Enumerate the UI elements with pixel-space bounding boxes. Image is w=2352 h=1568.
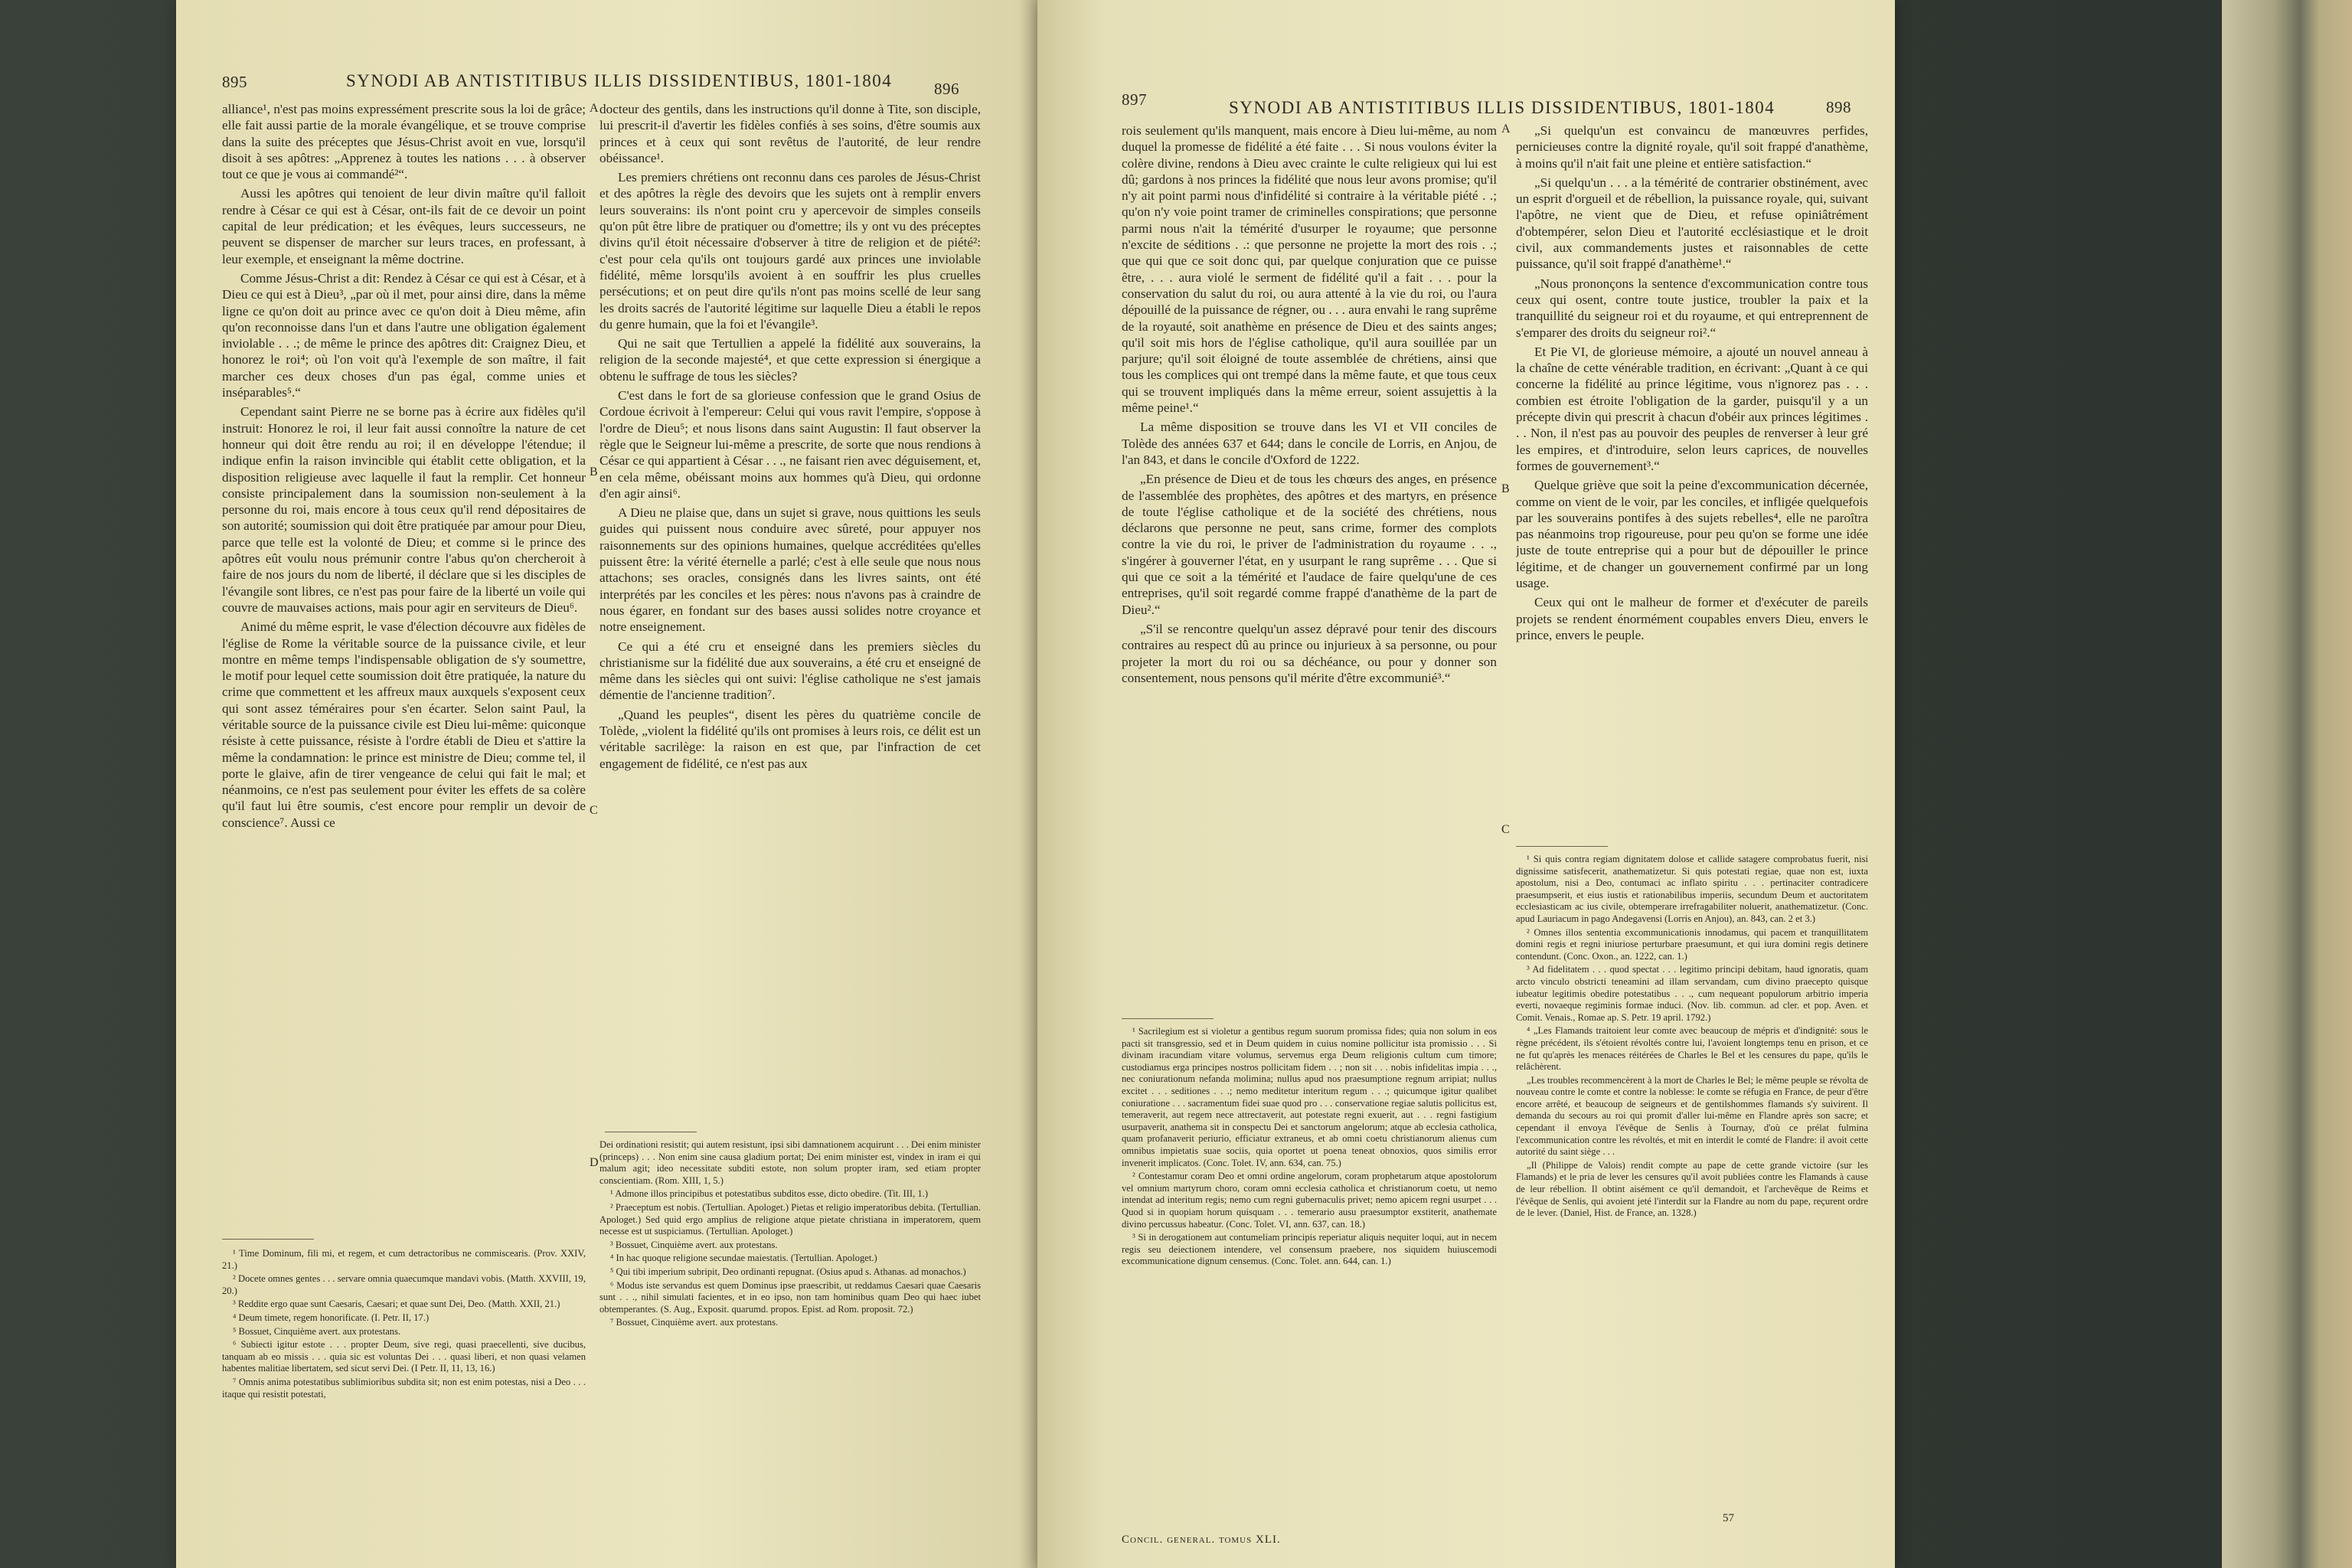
paragraph: C'est dans le fort de sa glorieuse confession que le grand Osius de Cordoue écrivoit à l'empereur: Celui qui vous ravit l'empire, s'oppose à l'ordre de Dieu⁵; et nous lisons dans saint Augustin: Il faut observer la règle que le Seigneur lui-même a prescrite, de sorte que nous rendions à César ce qui appartient à César . . ., ne faisant rien avec déguisement, et, en cela même, obéissant moins aux hommes qu'à Dieu, qui ordonne d'en agir ainsi⁶. — [599, 388, 981, 501]
footnote: ¹ Admone illos principibus et potestatibus subditos esse, dicto obedire. (Tit. III, 1.) — [610, 1188, 929, 1200]
column-number-896: 896 — [934, 80, 959, 98]
margin-letter-d: D — [590, 1156, 599, 1169]
column-number-897: 897 — [1122, 90, 1147, 109]
footnote: „Les troubles recommencèrent à la mort de Charles le Bel; le même peuple se révolta de nouveau contre le comte et contre la noblesse: le comte se réfugia en France, de peur d'être encore arrêté, et beaucoup de seigneurs et de gentilshommes flamands s'y suivirent. Il demanda du secours au roi qui promit d'aller lui-même en Flandre après son sacre; et cependant il envoya l'évêque de Senlis à Tournay, d'où ce prélat fulmina l'excommunication contre les révoltés, et mit en interdit le comté de Flandre: il avoit cette autorité du saint siège . . . — [1516, 1074, 1868, 1158]
right-page — [1037, 0, 1895, 1568]
paragraph: La même disposition se trouve dans les VI et VII conciles de Tolède des années 637 et 644; dans le concile de Lorris, en Anjou, de l'an 843, et dans le concile d'Oxford de 1222. — [1122, 420, 1497, 467]
footnote: ² Docete omnes gentes . . . servare omnia quaecumque mandavi vobis. (Matth. XXVIII, 19, 20.) — [222, 1273, 586, 1296]
footnote: ³ Bossuet, Cinquième avert. aux protestans. — [610, 1239, 778, 1250]
footnote: „Il (Philippe de Valois) rendit compte au pape de cette grande victoire (sur les Flamands) et le pria de lever les censures qu'il avoit publiées contre les Flamands à cause de leur rébellion. Il obtint aisément ce qu'il demandoit, et l'archevêque de Reims et l'évêque de Senlis, qui avoient jeté l'interdit sur la Flandre au nom du pape, reçurent ordre de le lever. (Daniel, Hist. de France, an. 1328.) — [1516, 1159, 1868, 1219]
footnote-rule — [1122, 1018, 1214, 1019]
paragraph: „S'il se rencontre quelqu'un assez dépravé pour tenir des discours contraires au respect dû au prince ou injurieux à sa personne, ou pour projeter la mort du roi ou sa déchéance, ou pour y donner son consentement, nous pensons qu'il mérite d'être excommunié³.“ — [1122, 621, 1497, 685]
footnotes-897 — [1122, 1026, 1497, 1524]
footnote: ⁶ Subiecti igitur estote . . . propter Deum, sive regi, quasi praecellenti, sive ducibus, tanquam ab eo missis . . . quia sic est voluntas Dei . . . quasi liberi, et non quasi velamen habentes malitiae libertatem, sed sicut servi Dei. (I Petr. II, 11, 13, 16.) — [222, 1339, 586, 1374]
column-896 — [599, 101, 981, 1119]
footnote: ⁴ Deum timete, regem honorificate. (I. Petr. II, 17.) — [233, 1312, 430, 1323]
footnote: ⁴ „Les Flamands traitoient leur comte avec beaucoup de mépris et d'indignité: sous le règne précédent, ils s'étoient révoltés contre lui, l'avoient longtemps tenu en prison, et ce ne fut qu'après les menaces réitérées de Charles le Bel et les censures du pape, qu'ils le relâchèrent. — [1516, 1025, 1868, 1073]
footnote: ⁵ Qui tibi imperium subripit, Deo ordinanti repugnat. (Osius apud s. Athanas. ad monachos.) — [610, 1266, 966, 1277]
column-898 — [1516, 122, 1868, 842]
footnote: ⁷ Omnis anima potestatibus sublimioribus subdita sit; non est enim potestas, nisi a Deo . . . itaque qui resistit potestati, — [222, 1376, 586, 1400]
paragraph: Les premiers chrétiens ont reconnu dans ces paroles de Jésus-Christ et des apôtres la règle des devoirs que les sujets ont à remplir envers leurs souverains: ils n'ont point cru y apercevoir de simples conseils qu'on pût être libre de pratiquer ou d'omettre; ils y ont vu des préceptes divins qu'il étoit nécessaire d'observer à titre de religion et de piété²: c'est pour cela qu'ils ont toujours gardé aux princes une inviolable fidélité, même lorsqu'ils avoient à en souffrir les plus cruelles persécutions; et on peut dire qu'ils n'ont pas moins scellé de leur sang les droits sacrés de l'autorité légitime sur laquelle Dieu a établi le repos du genre humain, que la foi et l'évangile³. — [599, 170, 981, 332]
footnote: ⁴ In hac quoque religione secundae maiestatis. (Tertullian. Apologet.) — [610, 1253, 877, 1264]
footnote: ¹ Si quis contra regiam dignitatem dolose et callide satagere comprobatus fuerit, nisi dignissime satisfecerit, anathematizetur. Si quis potestati regiae, quae non est, iuxta apostolum, nisi a Deo, contumaci ac inflato spiritu . . . pertinaciter contradicere praesumpserit, et eius iustis et rationabilibus imperiis, secundum Deum et auctoritatem ecclesiasticam ac ius civile, obtemperare irrefragabiliter noluerit, anathematizetur. (Conc. apud Lauriacum in pago Andegavensi (Lorris en Anjou), an. 843, can. 2 et 3.) — [1516, 854, 1868, 924]
column-number-895: 895 — [222, 73, 247, 91]
footnote-rule — [222, 1239, 314, 1240]
book-page-edges — [2222, 0, 2352, 1568]
paragraph: alliance¹, n'est pas moins expressément prescrite sous la loi de grâce; elle fait aussi partie de la morale évangélique, et se trouve comprise dans la suite des préceptes que Jésus-Christ avoit en vue, lorsqu'il disoit à ses apôtres: „Apprenez à toutes les nations . . . à observer tout ce que je vous ai commandé²“. — [222, 102, 586, 182]
paragraph: „Quand les peuples“, disent les pères du quatrième concile de Tolède, „violent la fidélité qu'ils ont promises à leurs rois, ce délit est un véritable sacrilège: la raison en est que, par l'infraction de cet engagement de fidélité, ce n'est pas aux — [599, 707, 981, 771]
footnote: ⁵ Bossuet, Cinquième avert. aux protestans. — [233, 1325, 401, 1337]
paragraph: rois seulement qu'ils manquent, mais encore à Dieu lui-même, au nom duquel la promesse de fidélité a été faite . . . Si nous voulons éviter la colère divine, rendons à Dieu avec crainte le culte religieux qui lui est dû; gardons à nos princes la fidélité que nous leur avons promise; qu'il n'y ait point parmi nous d'infidélité si contraire à la véritable piété . .; qu'on n'y voie point tramer de criminelles conspirations; que personne parmi nous n'ait la témérité d'usurper le royaume; que personne n'excite de séditions . .: que personne ne projette la mort des rois . .; que qui que ce soit donc qui, par quelque conjuration que ce puisse être, . . . aura violé le serment de fidélité qu'il a fait . . . pour la conservation du salut du roi, ou aura attenté à la vie du roi, ou l'aura dépouillé de la puissance de régner, ou . . . aura envahi le rang suprême de la royauté, soit anathème en présence de Dieu et des saints anges; qu'il soit mis hors de l'église catholique, qu'il aura souillée par un parjure; qu'il soit éloigné de toute assemblée de chrétiens, ainsi que tous les complices qui ont trempé dans la même faute, et que tous ceux qui se trouvent impliqués dans la même erreur, soient assujettis à la même peine¹.“ — [1122, 123, 1497, 416]
footnotes-898 — [1516, 854, 1868, 1508]
footnote-rule — [1516, 846, 1608, 847]
column-number-898: 898 — [1826, 98, 1851, 116]
footnote: ¹ Time Dominum, fili mi, et regem, et cum detractoribus ne commiscearis. (Prov. XXIV, 21.) — [222, 1248, 586, 1271]
footnote: ³ Ad fidelitatem . . . quod spectat . . . legitimo principi debitam, haud ignoratis, quam arcto vinculo obstricti teneamini ad illam servandam, cum divino praecepto quisque iubeatur legitimis obedire potestatibus . . ., cum nequeant populorum arbitrio imperia everti, novaeque regiminis formae induci. (Nov. lib. commun. ad cler. et pop. Aven. et Comit. Venais., Romae ap. S. Petr. 19 april. 1792.) — [1516, 964, 1868, 1023]
margin-letter-c: C — [590, 804, 598, 817]
footnotes-896 — [599, 1139, 981, 1507]
paragraph: Quelque grièvе que soit la peine d'excommunication décernée, comme on vient de le voir, par les conciles, et infligée quelquefois par les souverains pontifes à des sujets rebelles⁴, elle ne paroîtra pas néanmoins trop rigoureuse, pour peu qu'on se forme une idée juste de toute entreprise qui a pour but de dépouiller le prince légitime, et de changer un gouvernement confirmé par un long usage. — [1516, 478, 1868, 591]
margin-letter-a: A — [590, 102, 599, 115]
footnote: ³ Reddite ergo quae sunt Caesaris, Caesari; et quae sunt Dei, Deo. (Matth. XXII, 21.) — [233, 1298, 560, 1310]
running-title-right: SYNODI AB ANTISTITIBUS ILLIS DISSIDENTIBUS, 1801-1804 — [1229, 98, 1775, 117]
paragraph: „Nous prononçons la sentence d'excommunication contre tous ceux qui osent, contre toute justice, troubler la paix et la tranquillité du seigneur roi et du royaume, et qui entreprennent de s'emparer des droits du seigneur roi².“ — [1516, 276, 1868, 340]
paragraph: Ce qui a été cru et enseigné dans les premiers siècles du christianisme sur la fidélité due aux souverains, a été cru et enseigné de même dans les siècles qui ont suivi: l'église catholique ne s'est jamais démentie de l'ancienne tradition⁷. — [599, 639, 981, 703]
footnote: ² Omnes illos sententia excommunicationis innodamus, qui pacem et tranquillitatem domini regis et regni iniuriose perturbare praesumunt, et qui iura domini regis detinere contendunt. (Conc. Oxon., an. 1222, can. 1.) — [1516, 926, 1868, 962]
paragraph: Comme Jésus-Christ a dit: Rendez à César ce qui est à César, et à Dieu ce qui est à Dieu³, „par où il met, pour ainsi dire, dans la même ligne ce qu'on doit au prince avec ce qu'on doit à Dieu même, afin qu'on reconnoisse dans l'un et dans l'autre une obligation également inviolable . . .; de même le prince des apôtres dit: Craignez Dieu, et honorez le roi⁴; où l'on voit qu'à l'exemple de son maître, il fait marcher ces deux choses d'un pas égal, comme unies et inséparables⁵.“ — [222, 270, 586, 400]
footnotes-895 — [222, 1248, 586, 1501]
running-title-left: SYNODI AB ANTISTITIBUS ILLIS DISSIDENTIBUS, 1801-1804 — [346, 71, 893, 90]
margin-letter-b: B — [590, 466, 598, 479]
column-895 — [222, 101, 586, 1230]
paragraph: „Si quelqu'un . . . a la témérité de contrarier obstinément, avec un esprit d'orgueil et de rébellion, la puissance royale, qui, suivant l'apôtre, ne vient que de Dieu, et refuse opiniâtrément d'obtempérer, selon Dieu et l'autorité ecclésiastique et le droit civil, aux commandements justes et raisonnables de cette puissance, qu'il soit frappé d'anathème¹.“ — [1516, 175, 1868, 272]
paragraph: docteur des gentils, dans les instructions qu'il donne à Tite, son disciple, lui prescrit-il d'avertir les fidèles confiés à ses soins, d'être soumis aux princes et à ceux qui sont revêtus de l'autorité, de leur rendre obéissance¹. — [599, 102, 981, 165]
margin-letter-b: B — [1501, 482, 1510, 495]
footnote: ¹ Sacrilegium est si violetur a gentibus regum suorum promissa fides; quia non solum in eos pacti sit transgressio, sed et in Deum quidem in cuius nomine pollicitur ista promissio . . . Si divinam iracundiam vitare volumus, servemus erga Deum religionis cultum cum timore; custodiamus erga principes nostros pollicitam fidem . . ; non sit . . . nobis infidelitas impia . . ., nec coniurationum nefanda molimina; nullus apud nos praesumptione regnum arripiat; nullus excitet . . . seditiones . . .; nemo meditetur interitum regum . . .; quicumque igitur qualibet coniuratione . . . sacramentum fidei suae quod pro . . . conservatione regiae salutis pollicitus est, temeraverit, aut regem nece attrectaverit, aut potestate regni exuerit, aut . . . regni fastigium usurpaverit, anathema sit in conspectu Dei et sanctorum angelorum; atque ab ecclesia catholica, quam profanaverit periurio, efficiatur extraneus, et ab omni coetu christianorum alienus cum omnibus impietatis suae sociis, quia oportet ut poena teneat obnoxios, quos similis error invenerit implicatos. (Conc. Tolet. IV, ann. 634, can. 75.) — [1122, 1026, 1497, 1168]
signature-mark: Concil. general. tomus XLI. — [1122, 1534, 1281, 1546]
column-897 — [1122, 122, 1497, 1018]
footnote: ⁶ Modus iste servandus est quem Dominus ipse praescribit, ut reddamus Caesari quae Caesaris sunt . . ., nihil simulati facientes, et in eo ipso, non tam hominibus quam Deo qui haec iubet obtemperantes. (S. Aug., Exposit. quarumd. propos. Epist. ad Rom. proposit. 72.) — [599, 1279, 981, 1315]
sheet-number: 57 — [1723, 1512, 1734, 1524]
paragraph: Animé du même esprit, le vase d'élection découvre aux fidèles de l'église de Rome la véritable source de la puissance civile, et leur montre en même temps l'indispensable obligation de s'y soumettre, le motif pour lequel cette soumission doit être pratiquée, la nature du crime que commettent et les affreux maux auxquels s'exposent ceux qui sont assez téméraires pour s'en écarter. Selon saint Paul, la véritable source de la puissance civile est Dieu lui-même: quiconque résiste à cette puissance, résiste à l'ordre établi de Dieu et s'attire la même la condamnation: le prince est ministre de Dieu; comme tel, il porte le glaive, afin de tirer vengeance de celui qui fait le mal; et néanmoins, ce n'est pas seulement pour éviter les effets de sa colère qu'il faut lui être soumis, c'est encore pour remplir un devoir de conscience⁷. Aussi ce — [222, 619, 586, 830]
paragraph: Aussi les apôtres qui tenoient de leur divin maître qu'il falloit rendre à César ce qui est à César, ont-ils fait de ce devoir un point capital de leur prédication; et les évêques, leurs successeurs, ne peuvent se dispenser de marcher sur leurs traces, en professant, à leur exemple, et enseignant la même doctrine. — [222, 186, 586, 266]
margin-letter-c: C — [1501, 823, 1510, 836]
margin-letter-a: A — [1501, 122, 1511, 136]
left-page — [176, 0, 1037, 1568]
paragraph: Cependant saint Pierre ne se borne pas à écrire aux fidèles qu'il instruit: Honorez le roi, il leur fait aussi connoître la nature de cet honneur qui doit être rendu au roi; il en développe l'étendue; il indique enfin la raison invincible qui établit cette obligation, et la disposition religieuse avec laquelle il faut la remplir. Cet honneur consiste principalement dans la soumission non-seulement à la personne du roi, mais encore à tous ceux qu'il rend dépositaires de son autorité; soumission qui doit être pratiquée par amour pour Dieu, parce que telle est la volonté de Dieu; et comme si le prince des apôtres eût voulu nous prémunir contre l'abus qu'on chercheroit à faire de nos jours du nom de liberté, il déclare que si les disciples de l'évangile sont libres, ce n'est pas pour faire de la liberté un voile qui couvre de mauvaises actions, mais pour agir en serviteurs de Dieu⁶. — [222, 404, 586, 615]
paragraph: Qui ne sait que Tertullien a appelé la fidélité aux souverains, la religion de la seconde majesté⁴, et que cette expression si énergique a obtenu le suffrage de tous les siècles? — [599, 336, 981, 384]
paragraph: Ceux qui ont le malheur de former et d'exécuter de pareils projets se rendent énormément coupables envers Dieu, envers le prince, envers le peuple. — [1516, 595, 1868, 642]
footnote: ³ Si in derogationem aut contumeliam principis reperiatur aliquis nequiter loqui, aut in necem regis seu deiectionem intendere, vel consensum praebere, nos siquidem huiuscemodi excommunicatione dignum censemus. (Conc. Tolet. ann. 644, can. 1.) — [1122, 1232, 1497, 1267]
paragraph: „En présence de Dieu et de tous les chœurs des anges, en présence de l'assemblée des prophètes, des apôtres et des martyrs, en présence de toute l'église catholique et de la société des chrétiens, nous déclarons que personne ne peut, sans crime, former des complots contre la vie du roi, le priver de l'administration du royaume . . ., s'ingérer à gouverner l'état, en y usurpant le rang suprême . . . Que si qui que ce soit a la témérité et l'audace de faire quelqu'une de ces entreprises, qu'il soit regardé comme frappé d'anathème de la part de Dieu².“ — [1122, 472, 1497, 617]
paragraph: A Dieu ne plaise que, dans un sujet si grave, nous quittions les seuls guides qui puissent nous conduire avec sûreté, pour appuyer nos raisonnements sur des opinions humaines, quelque accréditées qu'elles puissent être: la vérité éternelle a parlé; c'est à elle seule que nous nous attachons; ses oracles, consignés dans les livres saints, ont été interprétés par les conciles et les pères: nous n'avons pas à craindre de nous égarer, en fondant sur des bases aussi solides notre croyance et notre enseignement. — [599, 505, 981, 635]
paragraph: „Si quelqu'un est convaincu de manœuvres perfides, pernicieuses contre la dignité royale, qu'il soit frappé d'anathème, à moins qu'il n'ait fait une pleine et entière satisfaction.“ — [1516, 123, 1868, 171]
footnote: ² Praeceptum est nobis. (Tertullian. Apologet.) Pietas et religio imperatoribus debita. (Tertullian. Apologet.) Sed quid ergo amplius de religione atque pietate christiana in imperatorem, quem necesse est ut suspiciamus. (Tertullian. Apologet.) — [599, 1201, 981, 1237]
footnote: ⁷ Bossuet, Cinquième avert. aux protestans. — [610, 1317, 779, 1328]
paragraph: Et Pie VI, de glorieuse mémoire, a ajouté un nouvel anneau à la chaîne de cette vénérable tradition, en écrivant: „Quant à ce qui concerne la fidélité au prince légitime, vous n'ignorez pas . . . combien est étroite l'obligation de la garder, puisqu'il y a un précepte divin qui prescrit à chacun d'obéir aux princes légitimes . . . Non, il n'est pas au pouvoir des peuples de renverser à leur gré les empires, et d'introduire, selon leurs caprices, de nouvelles formes de gouvernement³.“ — [1516, 344, 1868, 473]
footnote: ² Contestamur coram Deo et omni ordine angelorum, coram prophetarum atque apostolorum vel omnium martyrum choro, coram omni ecclesia catholica et christianorum coetu, ut nemo intendat ad interitum regis; nemo cum regni gubernaculis privet; nemo apicem regni usurpet . . . Quod si in quopiam horum quisquam . . . temerario ausu praesumptor exstiterit, anathemate divino percussus habeatur. (Conc. Tolet. VI, ann. 637, can. 18.) — [1122, 1171, 1497, 1230]
footnote: Dei ordinationi resistit; qui autem resistunt, ipsi sibi damnationem acquirunt . . . Dei enim minister (princeps) . . . Non enim sine causa gladium portat; Dei enim minister est, vindex in iram ei qui malum agit; ideo necessitate subditi estote, non solum propter iram, sed etiam propter conscientiam. (Rom. XIII, 1, 5.) — [599, 1139, 981, 1186]
